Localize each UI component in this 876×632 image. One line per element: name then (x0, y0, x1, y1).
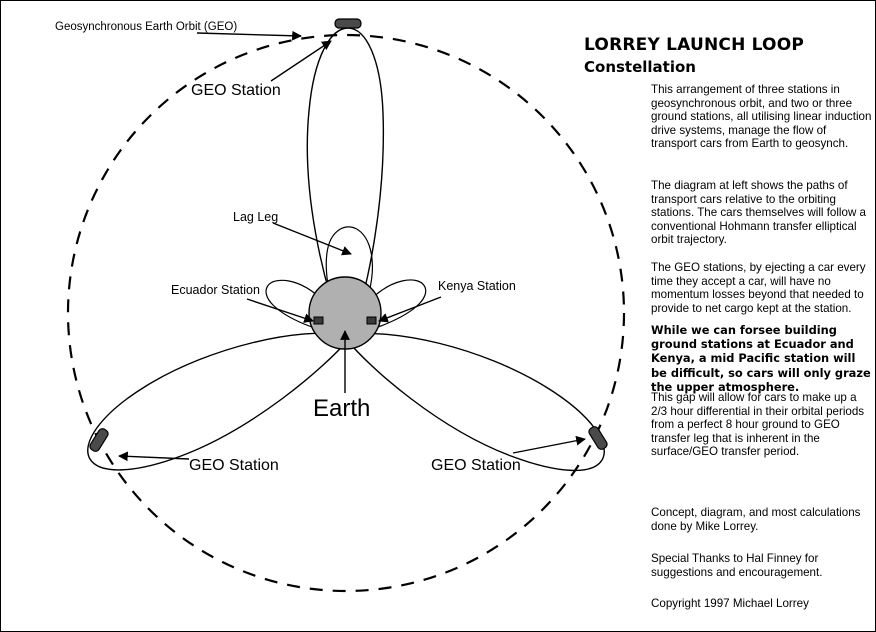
trajectory-lobe-right (346, 334, 604, 471)
launch-loop-diagram (1, 1, 641, 632)
paragraph-copyright: Copyright 1997 Michael Lorrey (651, 597, 809, 610)
leader-geo-station-top (271, 41, 331, 81)
ecuador-station-marker (314, 317, 323, 324)
geo-station-marker-bottom-left (88, 427, 109, 453)
label-kenya-station: Kenya Station (438, 279, 516, 293)
geo-station-markers (88, 19, 608, 453)
paragraph-diagram-explanation: The diagram at left shows the paths of transport cars relative to the orbiting stations. The cars themselves will follow a conventional Hohmann transfer elliptical orbit trajectory. (651, 179, 866, 247)
leader-ecuador (247, 299, 313, 321)
label-geo-station-top: GEO Station (191, 82, 281, 99)
leader-geo-station-bottom-right (513, 439, 585, 453)
paragraph-momentum: The GEO stations, by ejecting a car every time they accept a car, will have no momentum losses beyond that needed to provide to net cargo kept at the station. (651, 261, 866, 315)
page-title-line1: LORREY LAUNCH LOOP (584, 35, 805, 55)
leader-geo-orbit (197, 33, 301, 36)
paragraph-orbital-gap: This gap will allow for cars to make up a 2/3 hour differential in their orbital periods from a perfect 8 hour ground to GEO transfer leg that is inherent in the surface/GEO transfer period. (651, 391, 865, 459)
paragraph-credit: Concept, diagram, and most calculations done by Mike Lorrey. (651, 506, 861, 533)
label-lag-leg: Lag Leg (233, 210, 279, 224)
label-geo-station-bottom-right: GEO Station (431, 457, 521, 474)
label-earth: Earth (313, 395, 371, 422)
label-geo-station-bottom-left: GEO Station (189, 457, 279, 474)
leader-kenya (379, 297, 441, 321)
trajectory-lobe-left (88, 333, 349, 470)
page-title-line2: Constellation (584, 58, 696, 76)
geo-station-marker-top (335, 19, 361, 28)
paragraph-overview: This arrangement of three stations in geosynchronous orbit, and two or three ground stations, all utilising linear induction drive systems, manage the flow of transport cars from Earth to geosynch. (651, 83, 872, 151)
label-ecuador-station: Ecuador Station (171, 283, 260, 297)
paragraph-ground-stations: While we can forsee building ground stations at Ecuador and Kenya, a mid Pacific station will be difficult, so cars will only graze the upper atmosphere. (651, 323, 871, 394)
leader-lag-leg (273, 223, 351, 254)
kenya-station-marker (367, 317, 376, 324)
paragraph-thanks: Special Thanks to Hal Finney for suggestions and encouragement. (651, 552, 823, 579)
label-geo-orbit: Geosynchronous Earth Orbit (GEO) (55, 21, 238, 33)
